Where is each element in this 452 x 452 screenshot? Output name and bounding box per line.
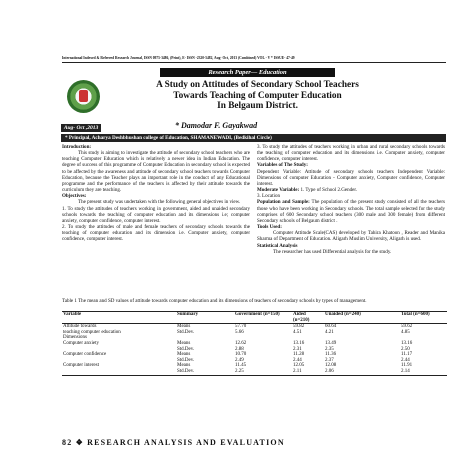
table-cell: 13.49 xyxy=(325,340,337,346)
table-cell: 5.66 xyxy=(235,329,244,335)
table-row xyxy=(62,369,447,375)
left-column xyxy=(62,144,250,243)
table-header-cell: Variable xyxy=(63,312,82,317)
objective-item: 2. To study the attitudes of male and female teachers of secondary schools towards the teaching of computer education and its dimension i.e. Computer anxiety, computer confidence, computer interest. xyxy=(62,224,250,243)
table-header-cell: Unaided (n=240) xyxy=(325,312,361,317)
moderate-variable-text: 1. Type of School 2.Gender. xyxy=(299,187,358,194)
table-cell: Std.Dev. xyxy=(177,346,195,352)
objectives-paragraph: The present study was undertaken with the following general objectives in view. xyxy=(78,199,241,206)
table-cell: 2.44 xyxy=(293,357,302,363)
table-cell: 2.50 xyxy=(401,346,410,352)
table-cell: Std.Dev. xyxy=(177,329,195,335)
table-cell: 59.62 xyxy=(401,324,413,330)
moderate-variable-heading: Moderate Variable: xyxy=(257,187,300,194)
table-cell: 12.62 xyxy=(235,340,247,346)
table-cell: 11.28 xyxy=(293,352,305,358)
objective-item: 1. To study the attitudes of teachers working in government, aided and unaided secondary schools towards the teaching of computer education and its dimensions i.e; computer anxiety, computer confidence, computer interest. xyxy=(62,205,250,224)
tools-paragraph: Computer Attitude Scale(CAS) developed by Tahira Khatoon , Reader and Manika Sharma of Department of Education. Aligarh Muslim University, Aligarh is used. xyxy=(257,230,445,243)
table-cell: 11.36 xyxy=(325,352,337,358)
table-cell: Means xyxy=(177,363,191,369)
author-name: * Damodar F. Gayakwad xyxy=(175,121,258,130)
table-cell: 2.88 xyxy=(235,346,244,352)
table-cell: 59.82 xyxy=(293,324,305,330)
table-caption: Table 1 The mean and SD values of attitude towards computer education and its dimensions of teachers of secondary schools by types of management. xyxy=(62,298,367,304)
table-cell: 4.21 xyxy=(325,329,334,335)
right-column xyxy=(257,144,445,255)
table-cell: 13.16 xyxy=(293,340,305,346)
issue-date-badge: Aug- Oct ,2013 xyxy=(61,124,101,132)
table-cell: 10.70 xyxy=(235,352,247,358)
title-line: In Belgaum District. xyxy=(217,101,298,111)
variables-paragraph: Dependent Variable: Attitude of secondary schools teachers Independent Variable: Dimensions of computer Education - Computer anxiety, Computer confidence, Computer interest. xyxy=(257,168,445,187)
table-cell: 11.45 xyxy=(235,363,247,369)
intro-paragraph: This study is aiming to investigate the attitude of secondary school teachers who are teaching Computer Education which is relatively a newer idea in Indian Education. The degree of success of this programme of Computer Education in secondary school is expected to be affected by the awareness and attitude of secondary school teachers towards Computer Education, because the Teacher plays an important role in the conduct of any Educational programme and the performance of the teachers is affected by their attitude towards the curriculum they are teaching. xyxy=(62,150,250,194)
table-cell: 2.14 xyxy=(401,368,410,374)
table-header-cell: Total (n=600) xyxy=(401,312,430,317)
variables-heading: Variables of The Study: xyxy=(257,162,308,169)
paper-title xyxy=(110,80,405,112)
table-cell: 12.05 xyxy=(293,363,305,369)
table-cell: Attitude towards xyxy=(63,324,97,330)
table-header-cell: Summary xyxy=(177,312,199,317)
population-heading: Population and Sample: xyxy=(257,199,310,206)
table-cell: teaching computer education xyxy=(63,329,121,335)
population-text: The population of the present study consisted of all the teachers those who have been working in Secondary schools. The total sample selected for the study comprises of 600 Secondary school teachers (300 male and 300 female) from different Secondary schools of Belgaum district . xyxy=(257,199,445,224)
title-line: Towards Teaching of Computer Education xyxy=(173,90,342,101)
intro-heading: Introduction: xyxy=(62,144,92,150)
location-item: 3. Location xyxy=(257,193,280,200)
table-cell: Computer interest xyxy=(63,363,99,369)
journal-header-line: International Indexed & Refereed Research Journal, ISSN 0975-3486, (Print), E- ISSN -2320-5482, Aug- Oct, 2013 (Combined) VOL - V * ISSUE- 47-49 xyxy=(62,56,295,60)
section-banner: Research Paper— Education xyxy=(160,68,335,77)
table-cell xyxy=(62,369,176,375)
table-cell: Std.Dev. xyxy=(177,368,195,374)
objective-item: 3. To study the attitudes of teachers working in urban and rural secondary schools towards the teaching of computer education and its dimensions i.e. Computer anxiety, computer confidence, computer interest. xyxy=(257,144,445,163)
table-cell: 12.08 xyxy=(325,363,337,369)
table-header-cell: Government (n=150) xyxy=(235,312,280,317)
table-cell: Computer anxiety xyxy=(63,340,99,346)
table-cell: 2.35 xyxy=(325,346,334,352)
table-cell: 60.64 xyxy=(325,324,337,330)
table-cell: 57.70 xyxy=(235,324,247,330)
table-cell: Std.Dev. xyxy=(177,357,195,363)
title-line: A Study on Attitudes of Secondary School Teachers xyxy=(156,80,359,90)
table-cell: 4.51 xyxy=(293,329,302,335)
table-cell: 11.91 xyxy=(401,363,413,369)
table-cell: 4.85 xyxy=(401,329,410,335)
table-cell: 11.17 xyxy=(401,352,413,358)
table-cell: 2.44 xyxy=(401,357,410,363)
table-cell: 2.25 xyxy=(235,368,244,374)
table-cell: 2.37 xyxy=(325,357,334,363)
journal-logo-icon xyxy=(67,80,100,113)
table-header-cell: Aided (n=210) xyxy=(293,312,310,323)
table-header-row xyxy=(62,312,447,324)
table-cell: 2.31 xyxy=(293,346,302,352)
table-cell: Computer confidence xyxy=(63,352,107,358)
table-cell: 2.11 xyxy=(293,368,302,374)
table-cell: Dimensions xyxy=(63,335,87,341)
header-rule xyxy=(62,62,446,63)
statistical-paragraph: The researcher has used Differential analysis for the study. xyxy=(273,248,392,255)
table-cell: Means xyxy=(177,340,191,346)
table-cell: 2.06 xyxy=(325,368,334,374)
objectives-heading: Objectives: xyxy=(62,193,87,200)
page-footer: 82 ❖ RESEARCH ANALYSIS AND EVALUATION xyxy=(62,438,285,447)
table-cell: Means xyxy=(177,324,191,330)
table-cell: 13.16 xyxy=(401,340,413,346)
table-cell: 2.49 xyxy=(235,357,244,363)
table-cell: Means xyxy=(177,352,191,358)
author-affiliation: * Principal, Acharya Deshbhushan college of Education, SHAMANEWADI, (Bedkihal Circle) xyxy=(61,134,446,142)
statistical-heading: Statistical Analysis xyxy=(257,242,298,249)
tools-heading: Tools Used: xyxy=(257,224,282,231)
results-table xyxy=(62,311,447,376)
